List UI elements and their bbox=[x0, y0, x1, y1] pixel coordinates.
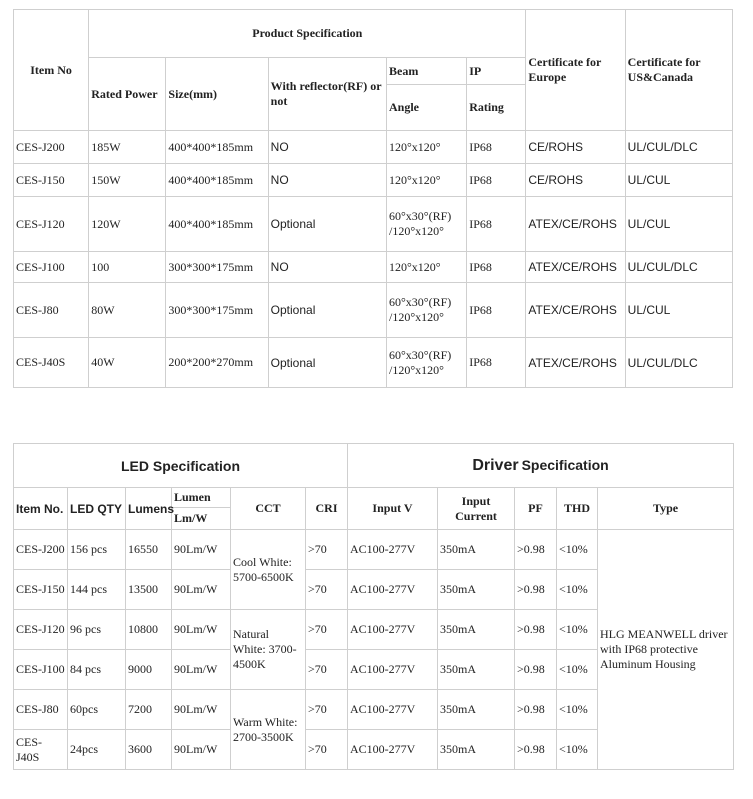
pf: >0.98 bbox=[515, 650, 557, 690]
beam-angle-line1: 60°x30°(RF) bbox=[388, 347, 452, 362]
beam-angle bbox=[386, 283, 466, 338]
header-rated-power: Rated Power bbox=[89, 58, 166, 131]
thd: <10% bbox=[557, 690, 598, 730]
pf: >0.98 bbox=[515, 690, 557, 730]
rated-power: 80W bbox=[89, 283, 166, 338]
input-current: 350mA bbox=[438, 570, 515, 610]
cert-us: UL/CUL bbox=[625, 197, 732, 252]
size: 300*300*175mm bbox=[166, 252, 268, 283]
table-row bbox=[14, 131, 733, 164]
lumens: 16550 bbox=[126, 530, 172, 570]
header-input-current: Input Current bbox=[438, 488, 515, 530]
cert-us: UL/CUL bbox=[625, 283, 732, 338]
thd: <10% bbox=[557, 610, 598, 650]
beam-angle: 120°x120° bbox=[386, 164, 466, 197]
thd: <10% bbox=[557, 650, 598, 690]
led-qty: 24pcs bbox=[68, 730, 126, 770]
cert-us: UL/CUL/DLC bbox=[625, 338, 732, 388]
reflector: NO bbox=[268, 164, 386, 197]
cct-warm-white: Warm White: 2700-3500K bbox=[231, 690, 306, 770]
cct-cool-white: Cool White: 5700-6500K bbox=[231, 530, 306, 610]
header-driver-spec-word: Specification bbox=[521, 456, 609, 473]
cri: >70 bbox=[306, 610, 348, 650]
input-v: AC100-277V bbox=[348, 530, 438, 570]
item-no: CES-J100 bbox=[14, 650, 68, 690]
item-no: CES-J120 bbox=[14, 197, 89, 252]
beam-angle bbox=[386, 338, 466, 388]
size: 200*200*270mm bbox=[166, 338, 268, 388]
table-row bbox=[14, 530, 734, 570]
lumens: 10800 bbox=[126, 610, 172, 650]
led-qty: 144 pcs bbox=[68, 570, 126, 610]
lm-w: 90Lm/W bbox=[172, 530, 231, 570]
beam-angle: 120°x120° bbox=[386, 131, 466, 164]
ip-rating: IP68 bbox=[467, 164, 526, 197]
item-no: CES-J120 bbox=[14, 610, 68, 650]
lm-w: 90Lm/W bbox=[172, 570, 231, 610]
beam-angle-line2: /120°x120° bbox=[388, 224, 444, 238]
cert-europe: ATEX/CE/ROHS bbox=[526, 252, 625, 283]
input-current: 350mA bbox=[438, 610, 515, 650]
thd: <10% bbox=[557, 730, 598, 770]
rated-power: 40W bbox=[89, 338, 166, 388]
led-driver-spec-table bbox=[13, 443, 734, 770]
ip-rating: IP68 bbox=[467, 283, 526, 338]
item-no: CES-J200 bbox=[14, 131, 89, 164]
header-type: Type bbox=[598, 488, 734, 530]
cri: >70 bbox=[306, 650, 348, 690]
header-input-v: Input V bbox=[348, 488, 438, 530]
header-thd: THD bbox=[557, 488, 598, 530]
lumens: 7200 bbox=[126, 690, 172, 730]
lm-w: 90Lm/W bbox=[172, 650, 231, 690]
beam-angle-line1: 60°x30°(RF) bbox=[388, 295, 452, 309]
reflector: NO bbox=[268, 252, 386, 283]
item-no: CES-J100 bbox=[14, 252, 89, 283]
lumens: 13500 bbox=[126, 570, 172, 610]
cert-europe: ATEX/CE/ROHS bbox=[526, 197, 625, 252]
cert-us: UL/CUL bbox=[625, 164, 732, 197]
header-item-no: Item No. bbox=[14, 488, 68, 530]
beam-angle-line2: /120°x120° bbox=[388, 362, 444, 377]
rated-power: 185W bbox=[89, 131, 166, 164]
product-spec-table bbox=[13, 9, 733, 388]
input-current: 350mA bbox=[438, 530, 515, 570]
beam-angle-line2: /120°x120° bbox=[388, 310, 444, 324]
pf: >0.98 bbox=[515, 530, 557, 570]
cert-europe: CE/ROHS bbox=[526, 131, 625, 164]
size: 400*400*185mm bbox=[166, 164, 268, 197]
ip-rating: IP68 bbox=[467, 338, 526, 388]
header-cert-us: Certificate for US&Canada bbox=[625, 10, 732, 131]
input-current: 350mA bbox=[438, 730, 515, 770]
led-qty: 60pcs bbox=[68, 690, 126, 730]
cri: >70 bbox=[306, 570, 348, 610]
item-no: CES-J200 bbox=[14, 530, 68, 570]
cct-natural-white: Natural White: 3700-4500K bbox=[231, 610, 306, 690]
header-lm-w: Lm/W bbox=[172, 508, 231, 530]
header-lumens: Lumens bbox=[126, 488, 172, 530]
item-no: CES-J150 bbox=[14, 570, 68, 610]
cert-us: UL/CUL/DLC bbox=[625, 131, 732, 164]
rated-power: 100 bbox=[89, 252, 166, 283]
cri: >70 bbox=[306, 690, 348, 730]
item-no: CES-J80 bbox=[14, 283, 89, 338]
header-cct: CCT bbox=[231, 488, 306, 530]
header-ip: IP bbox=[467, 58, 526, 85]
driver-type: HLG MEANWELL driver with IP68 protective Aluminum Housing bbox=[598, 530, 734, 770]
header-driver-word: Driver bbox=[472, 456, 519, 474]
beam-angle-line1: 60°x30°(RF) bbox=[388, 209, 452, 223]
rated-power: 120W bbox=[89, 197, 166, 252]
header-cri: CRI bbox=[306, 488, 348, 530]
input-v: AC100-277V bbox=[348, 690, 438, 730]
header-pf: PF bbox=[515, 488, 557, 530]
header-driver-spec bbox=[348, 444, 734, 488]
beam-angle bbox=[386, 197, 466, 252]
lumens: 3600 bbox=[126, 730, 172, 770]
table-row bbox=[14, 283, 733, 338]
item-no: CES-J40S bbox=[14, 730, 68, 770]
cri: >70 bbox=[306, 730, 348, 770]
table-row bbox=[14, 252, 733, 283]
table-row bbox=[14, 338, 733, 388]
cert-europe: ATEX/CE/ROHS bbox=[526, 283, 625, 338]
led-qty: 84 pcs bbox=[68, 650, 126, 690]
ip-rating: IP68 bbox=[467, 252, 526, 283]
pf: >0.98 bbox=[515, 730, 557, 770]
reflector: Optional bbox=[268, 197, 386, 252]
header-lumen: Lumen bbox=[172, 488, 231, 508]
header-reflector: With reflector(RF) or not bbox=[268, 58, 386, 131]
input-v: AC100-277V bbox=[348, 570, 438, 610]
led-qty: 156 pcs bbox=[68, 530, 126, 570]
table-row bbox=[14, 197, 733, 252]
pf: >0.98 bbox=[515, 610, 557, 650]
header-size: Size(mm) bbox=[166, 58, 268, 131]
header-led-spec: LED Specification bbox=[14, 444, 348, 488]
size: 400*400*185mm bbox=[166, 131, 268, 164]
cri: >70 bbox=[306, 530, 348, 570]
table-row bbox=[14, 164, 733, 197]
lm-w: 90Lm/W bbox=[172, 730, 231, 770]
reflector: NO bbox=[268, 131, 386, 164]
lm-w: 90Lm/W bbox=[172, 690, 231, 730]
beam-angle: 120°x120° bbox=[386, 252, 466, 283]
input-current: 350mA bbox=[438, 650, 515, 690]
reflector: Optional bbox=[268, 283, 386, 338]
item-no: CES-J40S bbox=[14, 338, 89, 388]
header-angle: Angle bbox=[386, 85, 466, 131]
input-v: AC100-277V bbox=[348, 650, 438, 690]
item-no: CES-J80 bbox=[14, 690, 68, 730]
input-v: AC100-277V bbox=[348, 610, 438, 650]
cert-europe: ATEX/CE/ROHS bbox=[526, 338, 625, 388]
lm-w: 90Lm/W bbox=[172, 610, 231, 650]
size: 400*400*185mm bbox=[166, 197, 268, 252]
thd: <10% bbox=[557, 530, 598, 570]
lumens: 9000 bbox=[126, 650, 172, 690]
cert-europe: CE/ROHS bbox=[526, 164, 625, 197]
cert-us: UL/CUL/DLC bbox=[625, 252, 732, 283]
header-rating: Rating bbox=[467, 85, 526, 131]
header-product-spec: Product Specification bbox=[89, 10, 526, 58]
header-beam: Beam bbox=[386, 58, 466, 85]
reflector: Optional bbox=[268, 338, 386, 388]
ip-rating: IP68 bbox=[467, 197, 526, 252]
size: 300*300*175mm bbox=[166, 283, 268, 338]
item-no: CES-J150 bbox=[14, 164, 89, 197]
header-item-no: Item No bbox=[14, 10, 89, 131]
header-led-qty: LED QTY bbox=[68, 488, 126, 530]
pf: >0.98 bbox=[515, 570, 557, 610]
thd: <10% bbox=[557, 570, 598, 610]
rated-power: 150W bbox=[89, 164, 166, 197]
header-cert-europe: Certificate for Europe bbox=[526, 10, 625, 131]
input-v: AC100-277V bbox=[348, 730, 438, 770]
input-current: 350mA bbox=[438, 690, 515, 730]
ip-rating: IP68 bbox=[467, 131, 526, 164]
led-qty: 96 pcs bbox=[68, 610, 126, 650]
